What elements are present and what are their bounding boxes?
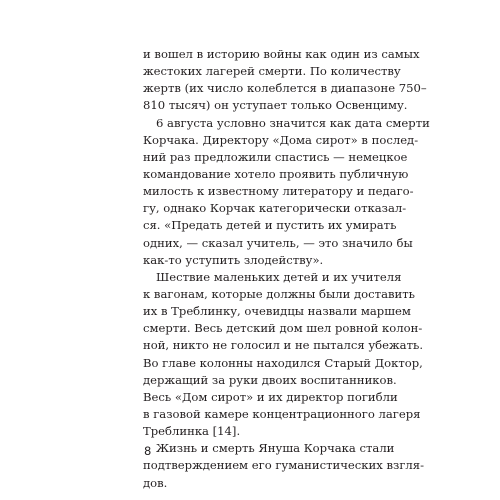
text-line: Треблинка [14]. — [143, 424, 241, 439]
text-line: Жизнь и смерть Януша Корчака стали — [156, 441, 395, 456]
page-number: 8 — [144, 444, 152, 458]
text-line: гу, однако Корчак категорически отказал- — [143, 201, 407, 216]
text-line: Шествие маленьких детей и их учителя — [156, 269, 402, 284]
body-text — [143, 46, 430, 492]
text-line: 810 тысяч) он уступает только Освенциму. — [143, 98, 408, 113]
text-line: ся. «Предать детей и пустить их умирать — [143, 218, 397, 233]
text-line: Во главе колонны находился Старый Доктор, — [143, 355, 423, 370]
text-line: 6 августа условно значится как дата смерти — [156, 115, 430, 130]
text-line: жертв (их число колеблется в диапазоне 750– — [143, 81, 427, 96]
text-line: в газовой камере концентрационного лагеря — [143, 406, 421, 421]
text-line: их в Треблинку, очевидцы назвали маршем — [143, 304, 411, 319]
text-line: Корчака. Директору «Дома сирот» в послед- — [143, 132, 419, 147]
text-line: дов. — [143, 475, 168, 490]
text-line: держащий за руки двоих воспитанников. — [143, 372, 397, 387]
text-line: ной, никто не голосил и не пытался убежать. — [143, 338, 424, 353]
text-line: как-то уступить злодейству». — [143, 252, 324, 267]
text-line: жестоких лагерей смерти. По количеству — [143, 64, 401, 79]
text-line: подтверждением его гуманистических взгля- — [143, 458, 425, 473]
text-line: смерти. Весь детский дом шел ровной колон- — [143, 321, 423, 336]
text-line: одних, — сказал учитель, — это значило бы — [143, 235, 413, 250]
text-line: милость к известному литератору и педаго- — [143, 184, 414, 199]
text-line: к вагонам, которые должны были доставить — [143, 286, 415, 301]
text-line: командование хотело проявить публичную — [143, 166, 409, 181]
text-line: и вошел в историю войны как один из самых — [143, 47, 420, 61]
text-line: ний раз предложили спастись — немецкое — [143, 149, 408, 164]
text-line: Весь «Дом сирот» и их директор погибли — [143, 389, 398, 404]
